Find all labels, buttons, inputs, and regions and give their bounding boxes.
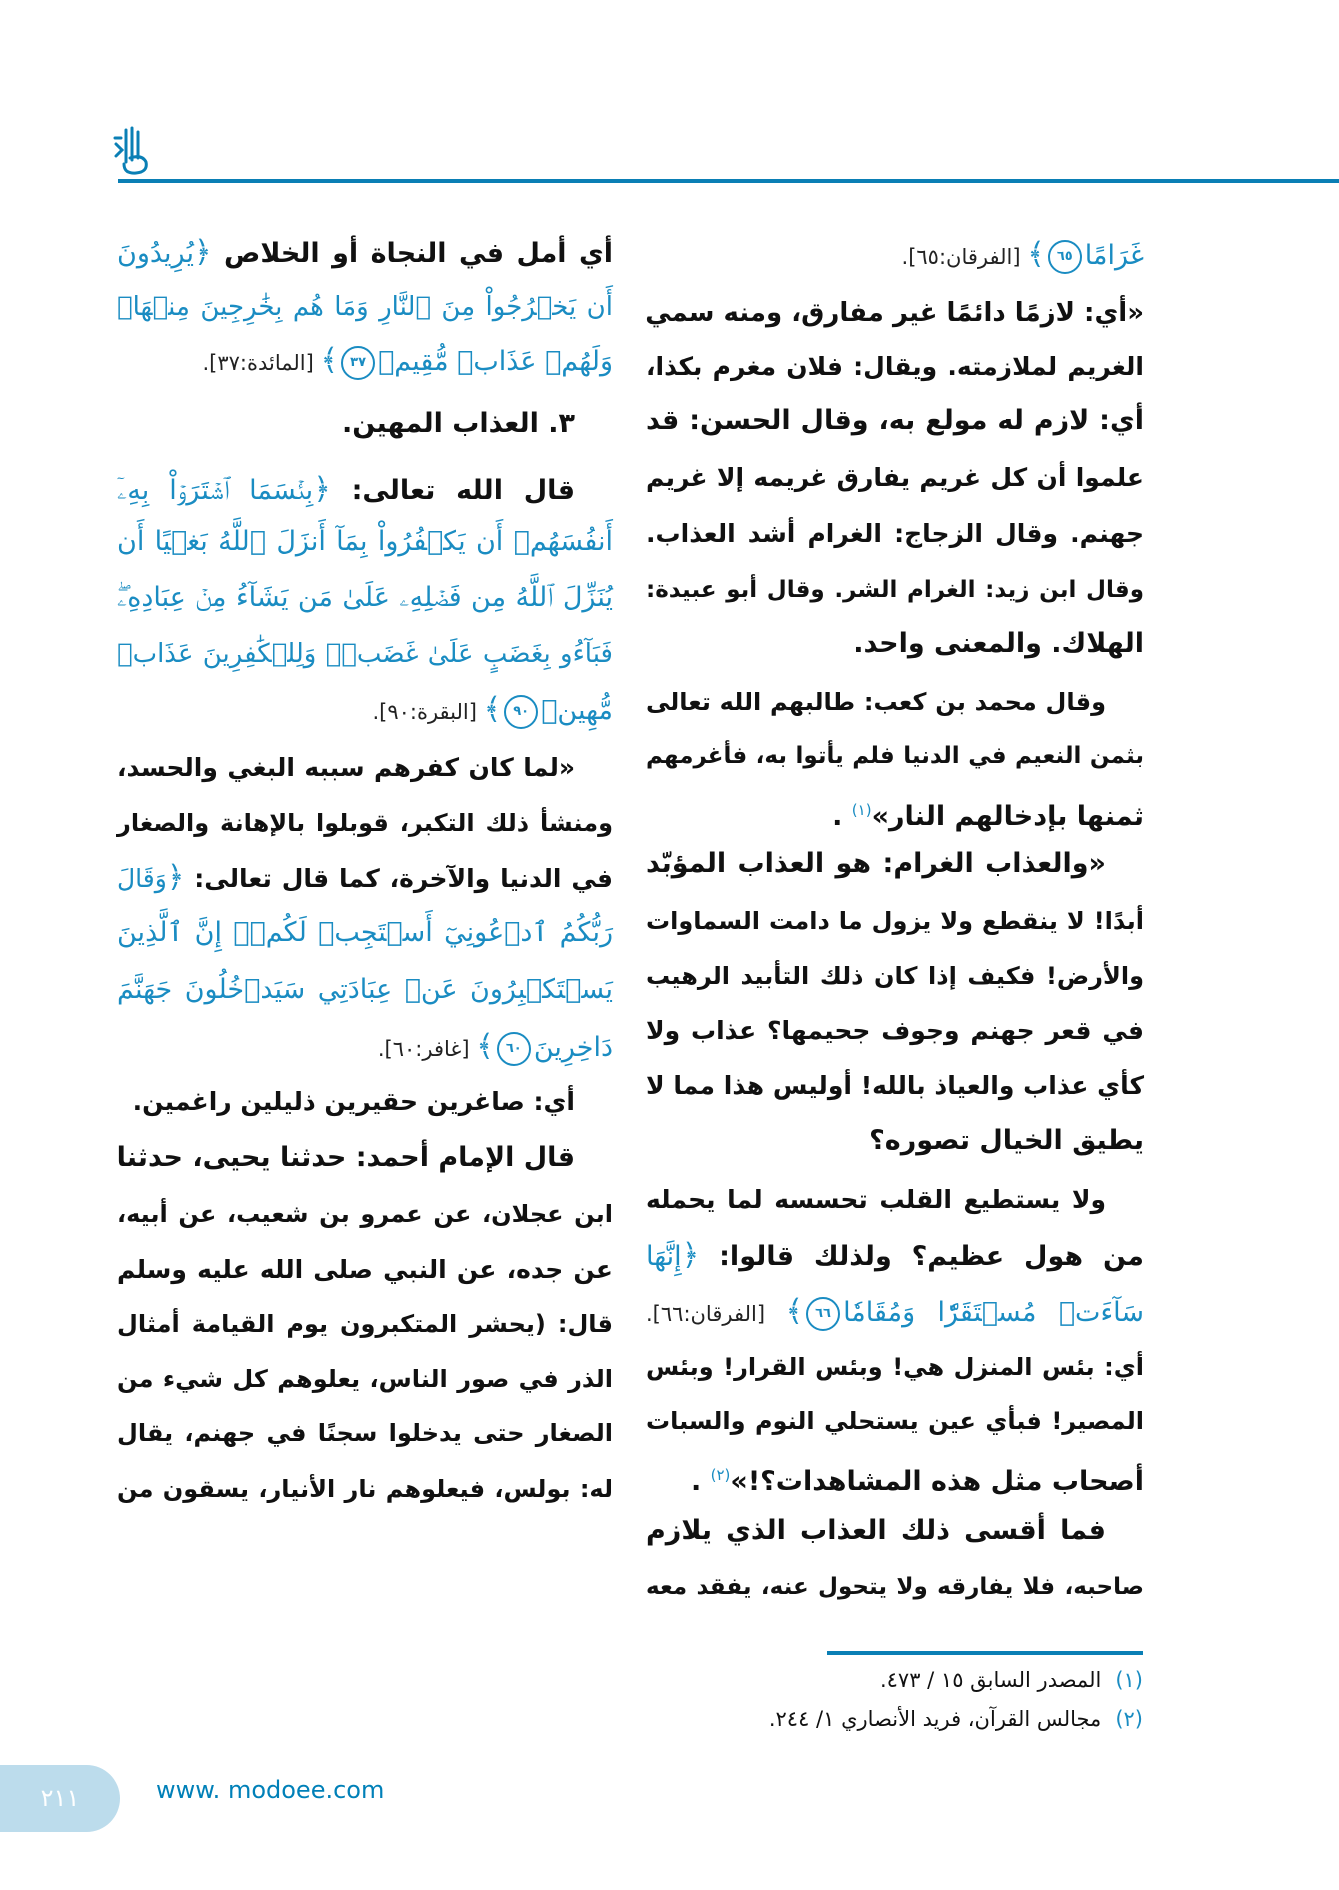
text-line [646, 229, 1144, 281]
body-text: قال الله تعالى: [330, 475, 575, 506]
body-text: الغريم لملازمته. ويقال: فلان مغرم بكذا، [646, 352, 1144, 381]
chapter-logo-icon [112, 124, 156, 176]
body-text: يطيق الخيال تصوره؟ [869, 1125, 1144, 1156]
website-link[interactable]: www. modoee.com [156, 1776, 385, 1804]
footnote-text: مجالس القرآن، فريد الأنصاري ١/ ٢٤٤. [768, 1707, 1102, 1731]
text-line [117, 1076, 613, 1128]
footnote-number: (٢) [1115, 1707, 1143, 1731]
quran-text: أَن يَخۡرُجُواْ مِنَ ٱلنَّارِ وَمَا هُم بِخَٰرِجِينَ مِنۡهَاۖ [117, 292, 613, 322]
verse-reference: [غافر:٦٠]. [377, 1037, 477, 1061]
footnote-number: (١) [1115, 1668, 1143, 1692]
quran-text: يُنَزِّلَ ٱللَّهُ مِن فَضۡلِهِۦ عَلَىٰ مَن يَشَآءُ مِنۡ عِبَادِهِۦۖ [117, 582, 613, 613]
text-line [117, 398, 613, 450]
footnote-ref: (٢) [710, 1466, 731, 1484]
footnote-ref: (١) [851, 801, 872, 819]
ayah-number-marker: ٩٠ [504, 695, 538, 729]
ornate-bracket-icon: ﴾ [476, 1029, 494, 1064]
quran-text: رَبُّكُمُ ٱدۡعُونِيٓ أَسۡتَجِبۡ لَكُمۡۚ إِنَّ ٱلَّذِينَ [117, 917, 613, 948]
body-text: الذر في صور الناس، يعلوهم كل شيء من [117, 1365, 613, 1393]
body-text: «أي: لازمًا دائمًا غير مفارق، ومنه سمي [645, 298, 1144, 328]
footnote-text: المصدر السابق ١٥ / ٤٧٣. [879, 1668, 1102, 1692]
ornate-bracket-icon: ﴾ [1027, 237, 1045, 272]
quran-text: بِئۡسَمَا ٱشۡتَرَوۡاْ بِهِۦٓ [117, 475, 314, 506]
text-line [646, 1230, 1144, 1282]
body-text: فما أقسى ذلك العذاب الذي يلازم [646, 1515, 1106, 1546]
page-number: ٢١١ [0, 1765, 120, 1832]
body-text: «والعذاب الغرام: هو العذاب المؤبّد [646, 848, 1106, 879]
text-line [646, 1174, 1144, 1226]
body-text: أي أمل في النجاة أو الخلاص [211, 238, 613, 269]
body-text: المصير! فبأي عين يستحلي النوم والسبات [646, 1407, 1144, 1435]
verse-reference: [الفرقان:٦٥]. [901, 245, 1028, 269]
text-line [117, 742, 613, 794]
quran-text: وَلَهُمۡ عَذَابٞ مُّقِيمٞ [378, 346, 613, 377]
body-text: له: بولس، فيعلوهم نار الأنيار، يسقون من [117, 1475, 613, 1503]
body-text: أصحاب مثل هذه المشاهدات؟!» [730, 1466, 1144, 1497]
ornate-bracket-icon: ﴿ [193, 235, 212, 270]
footnote-separator [827, 1651, 1143, 1655]
text-line [117, 907, 613, 959]
text-line [646, 341, 1144, 393]
text-line [117, 1132, 613, 1184]
header-rule [118, 179, 1339, 183]
text-line [117, 227, 613, 279]
body-text: الهلاك. والمعنى واحد. [853, 628, 1144, 659]
text-line [117, 1298, 613, 1350]
body-text: أبدًا! لا ينقطع ولا يزول ما دامت السماوات [646, 907, 1144, 935]
body-text: «لما كان كفرهم سببه البغي والحسد، [117, 753, 575, 782]
text-line [646, 1060, 1144, 1112]
text-line [646, 1505, 1144, 1557]
body-text: الصغار حتى يدخلوا سجنًا في جهنم، يقال [117, 1419, 613, 1447]
text-line [117, 628, 613, 680]
ornate-bracket-icon: ﴾ [320, 343, 339, 378]
ayah-number-marker: ٣٧ [341, 346, 375, 380]
ayah-number-marker: ٦٠ [497, 1032, 531, 1066]
text-line [117, 1353, 613, 1405]
text-line [646, 950, 1144, 1002]
verse-reference: [المائدة:٣٧]. [202, 351, 321, 375]
ayah-number-marker: ٦٦ [806, 1297, 840, 1331]
body-text: ابن عجلان، عن عمرو بن شعيب، عن أبيه، [117, 1200, 613, 1228]
text-line [117, 464, 613, 516]
quran-text: أَنفُسَهُمۡ أَن يَكۡفُرُواْ بِمَآ أَنزَلَ ٱللَّهُ بَغۡيًا أَن [117, 526, 613, 557]
quran-text: دَاخِرِينَ [533, 1032, 613, 1063]
body-text: جهنم. وقال الزجاج: الغرام أشد العذاب. [646, 519, 1144, 548]
verse-reference: [الفرقان:٦٦]. [646, 1302, 786, 1326]
body-text: ومنشأ ذلك التكبر، قوبلوا بالإهانة والصغار [117, 809, 613, 837]
text-line [646, 730, 1144, 782]
text-line [117, 1463, 613, 1515]
text-line [117, 1188, 613, 1240]
body-text: كأي عذاب والعياذ بالله! أوليس هذا مما لا [646, 1071, 1144, 1100]
text-line [646, 395, 1144, 447]
text-line [646, 508, 1144, 560]
body-text: قال الإمام أحمد: حدثنا يحيى، حدثنا [116, 1142, 575, 1173]
verse-reference: [البقرة:٩٠]. [372, 700, 484, 724]
text-line [646, 1341, 1144, 1393]
body-text: والأرض! فكيف إذا كان ذلك التأبيد الرهيب [646, 962, 1144, 990]
ornate-bracket-icon: ﴿ [313, 472, 331, 507]
text-line [117, 684, 613, 736]
text-line [117, 852, 613, 904]
text-line [646, 1449, 1144, 1501]
body-text: علموا أن كل غريم يفارق غريمه إلا غريم [646, 463, 1144, 492]
text-line [646, 564, 1144, 616]
text-line [117, 1407, 613, 1459]
quran-text: إِنَّهَا [646, 1241, 682, 1272]
text-line [646, 838, 1144, 890]
ornate-bracket-icon: ﴿ [166, 860, 185, 895]
text-line [646, 1561, 1144, 1613]
body-text: في قعر جهنم وجوف جحيمها؟ عذاب ولا [646, 1016, 1144, 1045]
body-text: عن جده، عن النبي صلى الله عليه وسلم [117, 1255, 613, 1284]
text-line [117, 281, 613, 333]
body-text: . [690, 1466, 711, 1497]
text-line [646, 1286, 1144, 1338]
quran-text: يُرِيدُونَ [117, 238, 194, 269]
quran-text: فَبَآءُو بِغَضَبٍ عَلَىٰ غَضَبٖۚ وَلِلۡكَٰفِرِينَ عَذَابٞ [117, 639, 613, 669]
text-line [646, 784, 1144, 836]
quran-text: مُّهِينٞ [541, 695, 613, 726]
text-line [117, 1021, 613, 1073]
footnote-2 [769, 1707, 1143, 1731]
body-text: ٣. العذاب المهين. [341, 408, 575, 439]
body-text: . [832, 801, 852, 832]
body-text: أي: صاغرين حقيرين ذليلين راغمين. [132, 1087, 575, 1116]
text-line [646, 895, 1144, 947]
body-text: أي: بئس المنزل هي! وبئس القرار! وبئس [646, 1353, 1144, 1381]
quran-text: يَسۡتَكۡبِرُونَ عَنۡ عِبَادَتِي سَيَدۡخُلُونَ جَهَنَّمَ [117, 974, 613, 1005]
text-line [646, 452, 1144, 504]
text-line [117, 1244, 613, 1296]
body-text: قال: (يحشر المتكبرون يوم القيامة أمثال [117, 1310, 613, 1338]
text-line [646, 618, 1144, 670]
quran-text: سَآءَتۡ مُسۡتَقَرّٗا وَمُقَامٗا [843, 1297, 1144, 1328]
body-text: صاحبه، فلا يفارقه ولا يتحول عنه، يفقد معه [646, 1574, 1144, 1600]
text-line [646, 287, 1144, 339]
body-text: من هول عظيم؟ ولذلك قالوا: [699, 1241, 1144, 1272]
body-text: بثمن النعيم في الدنيا فلم يأتوا به، فأغرمهم [646, 743, 1144, 769]
body-text: في الدنيا والآخرة، كما قال تعالى: [184, 864, 613, 893]
body-text: وقال ابن زيد: الغرام الشر. وقال أبو عبيدة: [646, 577, 1144, 603]
ayah-number-marker: ٦٥ [1048, 240, 1082, 274]
text-line [646, 1395, 1144, 1447]
body-text: ثمنها بإدخالهم النار» [871, 801, 1144, 832]
body-text: أي: لازم له مولع به، وقال الحسن: قد [646, 405, 1144, 436]
text-line [117, 335, 613, 387]
text-line [646, 1115, 1144, 1167]
ornate-bracket-icon: ﴿ [681, 1238, 700, 1273]
text-line [117, 572, 613, 624]
quran-text: وَقَالَ [117, 864, 167, 893]
text-line [646, 676, 1144, 728]
body-text: ولا يستطيع القلب تحسسه لما يحمله [646, 1185, 1106, 1214]
quran-text: غَرَامًا [1084, 240, 1144, 271]
text-line [646, 1005, 1144, 1057]
ornate-bracket-icon: ﴾ [483, 692, 502, 727]
body-text: وقال محمد بن كعب: طالبهم الله تعالى [646, 688, 1106, 716]
text-line [117, 797, 613, 849]
text-line [117, 964, 613, 1016]
text-line [117, 516, 613, 568]
footnote-1 [880, 1668, 1143, 1692]
ornate-bracket-icon: ﴾ [785, 1294, 804, 1329]
